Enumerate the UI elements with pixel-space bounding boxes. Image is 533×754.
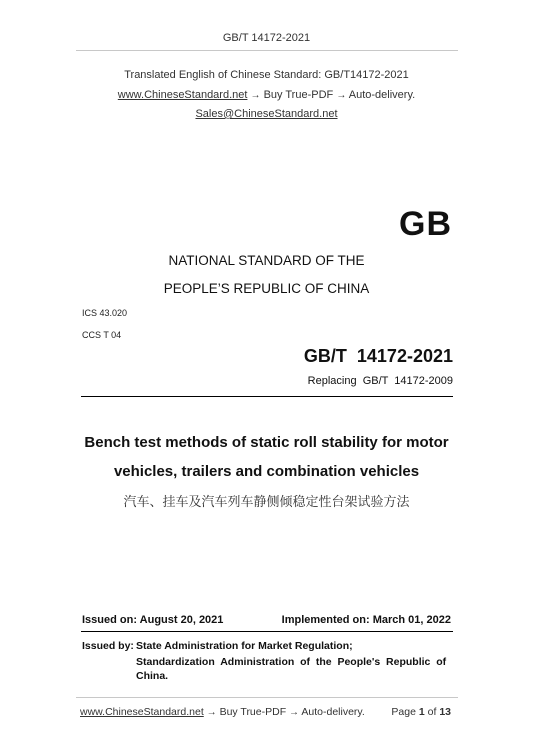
national-standard-heading: NATIONAL STANDARD OF THE (168, 253, 365, 268)
title-line-1: Bench test methods of static roll stability for motor (84, 434, 449, 451)
running-header: GB/T 14172-2021 (222, 32, 311, 44)
page-label: Page (391, 706, 416, 718)
footer-divider (76, 697, 458, 698)
page-total: 13 (439, 706, 451, 718)
issuer-line-1: State Administration for Market Regulation; (136, 640, 353, 652)
translation-links (0, 89, 533, 101)
email-link[interactable]: Sales@ChineseStandard.net (195, 108, 338, 120)
implemented-date: Implemented on: March 01, 2022 (281, 614, 451, 626)
title-line-2: vehicles, trailers and combination vehicles (113, 463, 420, 480)
header-divider (76, 50, 458, 51)
arrow-right-icon: → (206, 707, 217, 718)
republic-heading: PEOPLE’S REPUBLIC OF CHINA (163, 281, 370, 296)
site-link[interactable]: www.ChineseStandard.net (117, 89, 248, 101)
issued-date: Issued on: August 20, 2021 (82, 614, 224, 626)
footer-links (80, 706, 365, 718)
replacing-note: Replacing GB/T 14172-2009 (307, 375, 453, 387)
ccs-code: CCS T 04 (82, 330, 122, 340)
arrow-right-icon: → (289, 707, 300, 718)
footer-delivery-text: Auto-delivery. (301, 706, 365, 718)
email-row (0, 108, 533, 120)
delivery-text: Auto-delivery. (348, 89, 416, 101)
arrow-right-icon: → (250, 90, 261, 101)
buy-text: Buy True-PDF (263, 89, 334, 101)
issuer-line-3: China. (136, 670, 169, 682)
page-indicator (391, 706, 451, 718)
page-of: of (427, 706, 437, 718)
footer-site-link[interactable]: www.ChineseStandard.net (80, 706, 204, 718)
title-divider (81, 396, 453, 397)
translation-note: Translated English of Chinese Standard: GB/T14172-2021 (124, 69, 409, 81)
chinese-title: 汽车、挂车及汽车列车静侧倾稳定性台架试验方法 (123, 495, 410, 510)
footer-buy-text: Buy True-PDF (219, 706, 287, 718)
issuer-line-2: Standardization Administration of the People's Republic of (136, 656, 447, 668)
page-current: 1 (418, 706, 425, 718)
gb-logo: GB (399, 205, 452, 243)
arrow-right-icon: → (336, 90, 347, 101)
standard-number: GB/T 14172-2021 (303, 346, 453, 366)
dates-divider (81, 631, 453, 632)
issuer-label: Issued by: (82, 640, 134, 652)
ics-code: ICS 43.020 (82, 308, 128, 318)
